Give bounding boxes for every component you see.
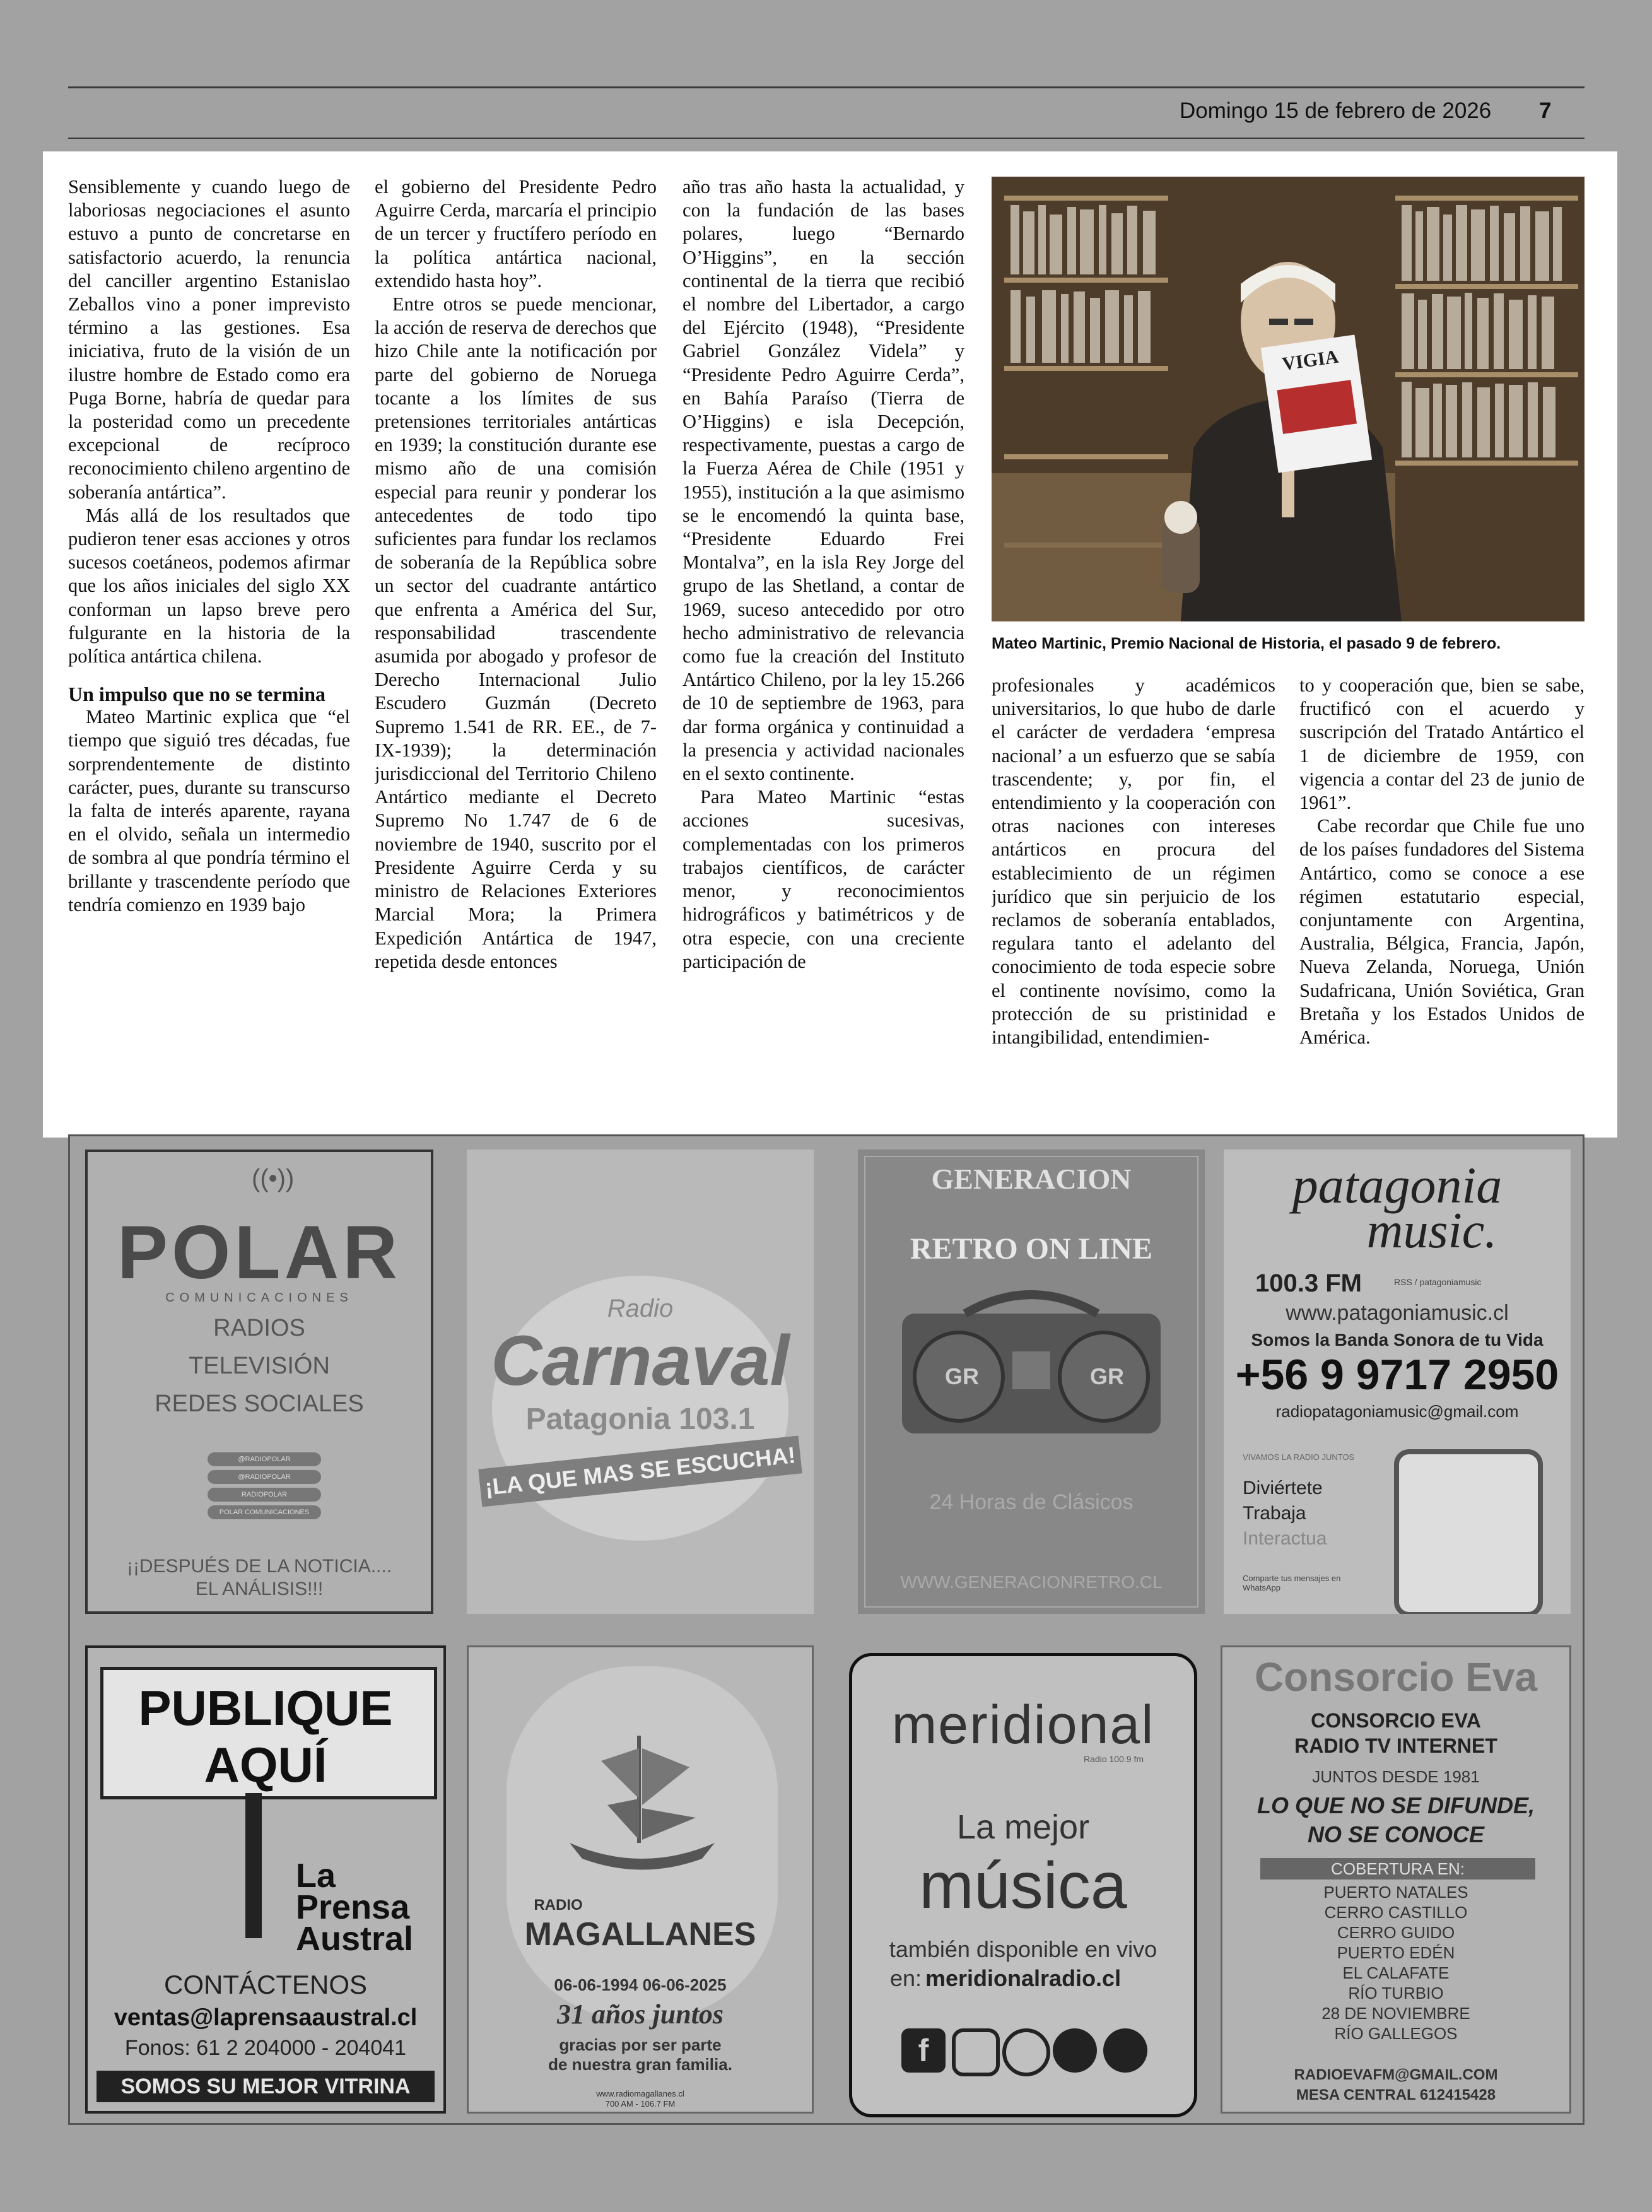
- facebook-icon[interactable]: f: [901, 2028, 946, 2073]
- patagonia-word-1: Diviértete: [1243, 1478, 1323, 1498]
- patagonia-rss: RSS / patagoniamusic: [1394, 1277, 1482, 1287]
- photo-illustration: [992, 177, 1585, 621]
- publique-bar: SOMOS SU MEJOR VITRINA: [97, 2071, 435, 2102]
- instagram-icon[interactable]: [952, 2028, 1000, 2076]
- ad-meridional[interactable]: [849, 1653, 1197, 2117]
- ad-radio-carnaval[interactable]: [467, 1150, 814, 1614]
- retro-website[interactable]: WWW.GENERACIONRETRO.CL: [900, 1572, 1163, 1592]
- ad-polar[interactable]: [85, 1150, 433, 1614]
- carnaval-radio: Radio: [607, 1295, 674, 1322]
- carnaval-slogan: ¡LA QUE MAS SE ESCUCHA!: [478, 1436, 802, 1507]
- meridional-social-icons: [901, 2028, 1147, 2079]
- polar-line-tv: TELEVISIÓN: [189, 1353, 330, 1379]
- photo-caption: Mateo Martinic, Premio Nacional de Historia, el pasado 9 de febrero.: [992, 635, 1501, 652]
- eva-place: EL CALAFATE: [1342, 1963, 1450, 1982]
- publique-line-1: PUBLIQUE: [138, 1680, 393, 1736]
- issue-date: Domingo 15 de febrero de 2026: [1180, 98, 1492, 123]
- meridional-frequency: Radio 100.9 fm: [1084, 1754, 1144, 1764]
- article-paragraph: Más allá de los resultados que pudieron tener esas acciones y otros sucesos coetáneos, podemos afirmar que los años iniciales del siglo XX conforman un lapso breve pero fulgurante en la historia de la política antártica chilena.: [68, 504, 350, 668]
- patagonia-word-2: Trabaja: [1243, 1503, 1306, 1524]
- social-twitter[interactable]: @RADIOPOLAR: [208, 1470, 321, 1484]
- social-youtube[interactable]: POLAR COMUNICACIONES: [208, 1505, 321, 1519]
- eva-place: CERRO GUIDO: [1337, 1923, 1455, 1942]
- patagonia-logo: patagonia: [1292, 1156, 1503, 1214]
- meridional-line-3: también disponible en vivo: [889, 1936, 1157, 1962]
- patagonia-phone[interactable]: +56 9 9717 2950: [1235, 1351, 1559, 1399]
- meridional-url[interactable]: meridionalradio.cl: [925, 1965, 1122, 1991]
- column-5: [1299, 674, 1585, 1128]
- eva-place: 28 DE NOVIEMBRE: [1321, 2004, 1470, 2023]
- top-rule: [68, 86, 1585, 88]
- eva-place: CERRO CASTILLO: [1324, 1903, 1468, 1922]
- eva-email[interactable]: RADIOEVAFM@GMAIL.COM: [1294, 2066, 1498, 2083]
- ad-generacion-retro[interactable]: [858, 1150, 1205, 1614]
- ad-consorcio-eva[interactable]: [1221, 1645, 1571, 2114]
- youtube-icon[interactable]: [1103, 2028, 1147, 2073]
- carnaval-logo: Carnaval: [491, 1321, 790, 1400]
- eva-place: PUERTO NATALES: [1323, 1883, 1468, 1902]
- retro-subtitle: 24 Horas de Clásicos: [929, 1490, 1134, 1514]
- social-instagram[interactable]: RADIOPOLAR: [208, 1488, 321, 1502]
- eva-title-1: CONSORCIO EVA: [1311, 1709, 1481, 1732]
- column-4: [992, 674, 1275, 1128]
- eva-title-2: RADIO TV INTERNET: [1294, 1734, 1497, 1757]
- patagonia-slogan: Somos la Banda Sonora de tu Vida: [1251, 1330, 1544, 1350]
- article-paragraph: el gobierno del Presidente Pedro Aguirre Cerda, marcaría el principio de un tercer y fructífero período en la política antártica nacional, extendido hasta hoy”.: [375, 176, 657, 291]
- eva-coverage-header: COBERTURA EN:: [1260, 1858, 1535, 1880]
- eva-place: RÍO TURBIO: [1348, 1984, 1444, 2003]
- column-2: [375, 175, 657, 1122]
- article-paragraph: profesionales y académicos universitarios, lo que hubo de darle el carácter de verdadera ‘empresa nacional’ a un esfuerzo que se sabía trascendente; y, por fin, el entendimiento y la cooperación con otras naciones con intereses antárticos en procura del establecimiento de un régimen jurídico que sin perjuicio de los reclamos de soberanía entablados, regulara tanto el adelanto del conocimiento de toda especie sobre el continente novísimo, como la protección de su pristinidad e intangibilidad, entendimien-: [992, 674, 1275, 1049]
- prensa-prensa: Prensa: [296, 1888, 410, 1926]
- polar-logo: POLAR: [117, 1210, 401, 1295]
- sign-post: [245, 1793, 262, 1938]
- eva-phone: MESA CENTRAL 612415428: [1296, 2086, 1496, 2103]
- patagonia-logo-music: music.: [1366, 1203, 1497, 1259]
- eva-place: PUERTO EDÉN: [1337, 1943, 1455, 1962]
- publique-phones: Fonos: 61 2 204000 - 204041: [124, 2036, 407, 2060]
- patagonia-website[interactable]: www.patagoniamusic.cl: [1286, 1301, 1509, 1325]
- section-heading: Un impulso que no se termina: [68, 683, 326, 706]
- article-paragraph: Sensiblemente y cuando luego de laboriosas negociaciones el asunto estuvo a punto de concretarse en satisfactorio acuerdo, la renuncia del canciller argentino Estanislao Zeballos vino a poner imprevisto término a las gestiones. Esa iniciativa, fruto de la visión de un ilustre hombre de Estado como era Puga Borne, habría de quedar para la posteridad como un precedente excepcional de recíproco reconocimiento chileno argentino de soberanía antártica”.: [68, 176, 350, 503]
- patagonia-word-3: Interactua: [1243, 1528, 1327, 1549]
- magallanes-years: 31 años juntos: [556, 1999, 724, 2030]
- eva-slogan-2: NO SE CONOCE: [1307, 1821, 1485, 1847]
- column-1: [68, 175, 350, 1122]
- eva-place: RÍO GALLEGOS: [1334, 2024, 1458, 2043]
- publique-email[interactable]: ventas@laprensaaustral.cl: [114, 2004, 418, 2031]
- ad-publique-aqui[interactable]: [85, 1645, 446, 2114]
- article-paragraph: Entre otros se puede mencionar, la acción de reserva de derechos que hizo Chile ante la notificación por parte del gobierno de Noruega tocante a los límites de sus pretensiones territoriales antárticas en 1939; la constitución durante ese mismo año de una comisión especial para reunir y ponderar los antecedentes de todo tipo suficientes para fundar los reclamos de soberanía de la República sobre un sector del cuadrante antártico que enfrenta a América del Sur, responsabilidad trascendente asumida por abogado y profesor de Derecho Internacional Julio Escudero Guzmán (Decreto Supremo 1.541 de RR. EE., de 7-IX-1939); la determinación jurisdiccional del Territorio Chileno Antártico mediante el Decreto Supremo No 1.747 de 6 de noviembre de 1940, suscrito por el Presidente Aguirre Cerda y su ministro de Relaciones Exteriores Marcial Mora; la Primera Expedición Antártica de 1947, repetida desde entonces: [375, 293, 657, 972]
- social-facebook[interactable]: @RADIOPOLAR: [208, 1452, 321, 1466]
- book-title: VIGIA: [1280, 346, 1340, 375]
- magallanes-thanks-1: gracias por ser parte: [559, 2035, 722, 2054]
- signal-icon: ((•)): [252, 1165, 295, 1192]
- patagonia-live: VIVAMOS LA RADIO JUNTOS: [1243, 1452, 1355, 1462]
- polar-line-radios: RADIOS: [213, 1315, 305, 1341]
- magallanes-radio: RADIO: [534, 1897, 583, 1914]
- polar-line-social: REDES SOCIALES: [155, 1391, 364, 1417]
- retro-title-1: GENERACION: [931, 1163, 1132, 1195]
- meridional-line-1: La mejor: [956, 1808, 1090, 1846]
- article-paragraph: to y cooperación que, bien se sabe, fructificó con el acuerdo y suscripción del Tratado Antártico el 1 de diciembre de 1959, con vigencia a contar del 23 de junio de 1961”.: [1299, 674, 1585, 814]
- article-paragraph: Para Mateo Martinic “estas acciones sucesivas, complementadas con los primeros trabajos científicos, de carácter menor, y reconocimientos hidrográficos y batimétricos y de otra especie, con una creciente participación de: [682, 786, 964, 972]
- eva-places-list: [1222, 1882, 1569, 2044]
- polar-tagline-1: ¡¡DESPUÉS DE LA NOTICIA....: [126, 1556, 392, 1577]
- article-paragraph: Cabe recordar que Chile fue uno de los países fundadores del Sistema Antártico, como se conoce a ese régimen estatutario especial, conjuntamente con Argentina, Australia, Bélgica, Francia, Japón, Nueva Zelanda, Noruega, Unión Sudafricana, Unión Soviética, Gran Bretaña y los Estados Unidos de América.: [1299, 815, 1585, 1049]
- polar-social-list: [208, 1449, 321, 1523]
- publique-contact: CONTÁCTENOS: [163, 1970, 367, 1999]
- magallanes-thanks-2: de nuestra gran familia.: [548, 2055, 732, 2074]
- patagonia-email[interactable]: radiopatagoniamusic@gmail.com: [1275, 1402, 1519, 1421]
- spotify-icon[interactable]: [1053, 2028, 1097, 2073]
- prensa-austral: Austral: [296, 1920, 414, 1958]
- eva-since: JUNTOS DESDE 1981: [1312, 1767, 1480, 1786]
- magallanes-name: MAGALLANES: [524, 1916, 756, 1953]
- patagonia-frequency: 100.3 FM: [1255, 1269, 1362, 1297]
- retro-title-2: RETRO ON LINE: [910, 1232, 1153, 1266]
- magallanes-dates: 06-06-1994 06-06-2025: [554, 1975, 727, 1994]
- boombox-icon: [889, 1288, 1173, 1440]
- patagonia-whatsapp: Comparte tus mensajes en WhatsApp: [1243, 1574, 1341, 1592]
- polar-subtitle: COMUNICACIONES: [165, 1291, 353, 1305]
- ad-patagonia-music[interactable]: [1224, 1150, 1571, 1614]
- magallanes-frequency: 700 AM - 106.7 FM: [605, 2099, 676, 2109]
- polar-tagline-2: EL ANÁLISIS!!!: [195, 1579, 324, 1599]
- publique-line-2: AQUÍ: [204, 1737, 327, 1792]
- eva-slogan-1: LO QUE NO SE DIFUNDE,: [1257, 1792, 1535, 1818]
- meridional-line-4: en:: [890, 1965, 922, 1991]
- boombox-badge-right: GR: [1090, 1363, 1124, 1389]
- article-paragraph: año tras año hasta la actualidad, y con la fundación de las bases polares, luego “Bernardo O’Higgins”, en la sección continental de la tierra que recibió el nombre del Libertador, a cargo del Ejército (1948), “Presidente Gabriel González Videla” y “Presidente Pedro Aguirre Cerda”, en Bahía Paraíso (Tierra de O’Higgins) e isla Decepción, respectivamente, puestas a cargo de la Fuerza Aérea de Chile (1951 y 1955), institución a la que asimismo se le encomendó la quinta base, “Presidente Eduardo Frei Montalva”, en la isla Rey Jorge del grupo de las Shetland, a contar de 1969, suceso antecedido por otro hecho administrativo de relevancia como fue la creación del Instituto Antártico Chileno, por la ley 15.266 de 10 de septiembre de 1963, para dar forma orgánica y continuidad a la presencia y actividad nacionales en el sexto continente.: [682, 176, 964, 785]
- meridional-line-2: música: [919, 1849, 1127, 1922]
- eva-logo: Consorcio Eva: [1254, 1654, 1538, 1700]
- prensa-la: La: [296, 1857, 336, 1895]
- column-3: [682, 175, 964, 1122]
- phone-mockup-icon: [1394, 1449, 1543, 1614]
- article-paragraph: Mateo Martinic explica que “el tiempo que siguió tres décadas, fue sorprendentemente de distinto carácter, pues, durante su transcurso la falta de interés aparente, rayana en el olvido, señala un intermedio de sombra al que pondría término el brillante y trascendente período que tendría comienzo en 1939 bajo: [68, 706, 350, 915]
- carnaval-region: Patagonia 103.1: [525, 1403, 755, 1436]
- boombox-badge-left: GR: [945, 1363, 979, 1389]
- meridional-logo: meridional: [891, 1695, 1155, 1755]
- header-bottom-rule: [68, 138, 1585, 139]
- whatsapp-icon[interactable]: [1002, 2028, 1050, 2076]
- ship-icon: [544, 1723, 740, 1887]
- page-number: 7: [1539, 98, 1552, 123]
- article-photo: [992, 177, 1585, 621]
- magallanes-website[interactable]: www.radiomagallanes.cl: [596, 2089, 684, 2098]
- ad-radio-magallanes[interactable]: [467, 1645, 814, 2114]
